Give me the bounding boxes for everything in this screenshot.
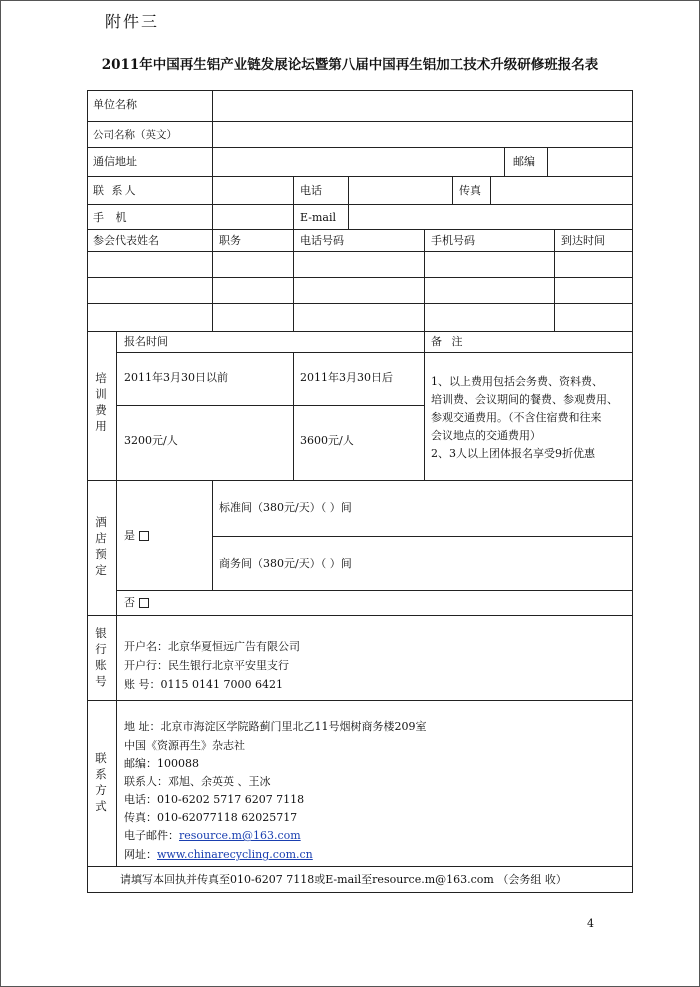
- attendee-position-header: 职务: [219, 234, 241, 247]
- page-number: 4: [587, 917, 594, 930]
- contact-fax: 传真：010-62077118 62025717: [124, 811, 298, 824]
- company-name-en-field[interactable]: [214, 123, 631, 146]
- hotel-yes-option[interactable]: [124, 529, 149, 543]
- bank-section-label: 银行账号: [95, 626, 107, 688]
- mobile-label: 手 机: [93, 211, 131, 224]
- contact-phone: 电话：010-6202 5717 6207 7118: [124, 793, 305, 806]
- email-label: E-mail: [300, 211, 336, 224]
- remark-line: 会议地点的交通费用）: [431, 429, 541, 442]
- postcode-field[interactable]: [549, 149, 631, 175]
- attendee-phone-header: 电话号码: [300, 234, 344, 247]
- attendee-row[interactable]: [89, 253, 631, 276]
- hotel-section-label: 酒店预定: [95, 515, 107, 577]
- hotel-no-label: 否: [124, 596, 135, 609]
- contact-label: 联 系人: [93, 184, 138, 197]
- hotel-yes-label: 是: [124, 529, 135, 542]
- company-name-field[interactable]: [214, 92, 631, 120]
- fax-label: 传真: [459, 184, 481, 197]
- contact-website-link[interactable]: www.chinarecycling.com.cn: [157, 848, 313, 861]
- contact-email-label: 电子邮件：: [124, 829, 179, 842]
- bank-name: 开户行：民生银行北京平安里支行: [124, 659, 289, 672]
- fee-before-value: 3200元/人: [124, 434, 178, 447]
- contact-address: 地 址：北京市海淀区学院路蓟门里北乙11号烟树商务楼209室: [124, 720, 427, 733]
- remark-line: 参观交通费用。（不含住宿费和往来: [431, 411, 602, 424]
- mobile-field[interactable]: [214, 206, 292, 228]
- address-label: 通信地址: [93, 155, 137, 168]
- attendee-mobile-header: 手机号码: [431, 234, 475, 247]
- company-name-en-label: 公司名称（英文）: [93, 129, 177, 141]
- address-field[interactable]: [214, 149, 503, 175]
- contact-magazine: 中国《资源再生》杂志社: [124, 739, 245, 752]
- remark-line: 2、3人以上团体报名享受9折优惠: [431, 447, 595, 460]
- contact-website-label: 网址：: [124, 848, 157, 861]
- contact-email-row: [124, 829, 301, 843]
- attachment-label: 附件三: [105, 12, 160, 31]
- remarks-text: [431, 373, 618, 463]
- attendee-row[interactable]: [89, 279, 631, 302]
- email-field[interactable]: [350, 206, 631, 228]
- contact-people: 联系人：邓旭、余英英 、王冰: [124, 775, 271, 788]
- training-fee-section-label: 培训费用: [95, 371, 107, 433]
- fax-field[interactable]: [492, 178, 631, 203]
- attendee-row[interactable]: [89, 305, 631, 330]
- company-name-label: 单位名称: [93, 98, 137, 111]
- attendee-arrival-header: 到达时间: [561, 234, 605, 247]
- fee-after-value: 3600元/人: [300, 434, 354, 447]
- footer-note: 请填写本回执并传真至010-6207 7118或E-mail至resource.m@163.com （会务组 收）: [120, 873, 567, 886]
- form-title: 2011年中国再生铝产业链发展论坛暨第八届中国再生铝加工技术升级研修班报名表: [101, 57, 599, 73]
- hotel-no-option[interactable]: [124, 596, 149, 610]
- remark-line: 1、以上费用包括会务费、资料费、: [431, 375, 603, 388]
- contact-email-link[interactable]: resource.m@163.com: [179, 829, 301, 842]
- remark-line: 培训费、会议期间的餐费、参观费用、: [431, 393, 618, 406]
- bank-account-name: 开户名：北京华夏恒远广告有限公司: [124, 640, 300, 653]
- standard-room-option[interactable]: 标准间（380元/天）（ ）间: [219, 501, 352, 514]
- contact-postcode: 邮编：100088: [124, 757, 199, 770]
- period-before-label: 2011年3月30日以前: [124, 371, 228, 384]
- contact-website-row: [124, 848, 313, 862]
- phone-label: 电话: [300, 184, 322, 197]
- registration-time-label: 报名时间: [124, 335, 168, 348]
- contact-field[interactable]: [214, 178, 292, 203]
- postcode-label: 邮编: [513, 155, 535, 168]
- attendee-name-header: 参会代表姓名: [93, 234, 159, 247]
- bank-account-number: 账 号：0115 0141 7000 6421: [124, 678, 283, 691]
- hotel-yes-checkbox[interactable]: [139, 531, 149, 541]
- contact-section-label: 联系方式: [95, 751, 107, 813]
- hotel-no-checkbox[interactable]: [139, 598, 149, 608]
- remarks-label: 备 注: [431, 335, 466, 348]
- phone-field[interactable]: [350, 178, 451, 203]
- period-after-label: 2011年3月30日后: [300, 371, 393, 384]
- business-room-option[interactable]: 商务间（380元/天）（ ）间: [219, 557, 352, 570]
